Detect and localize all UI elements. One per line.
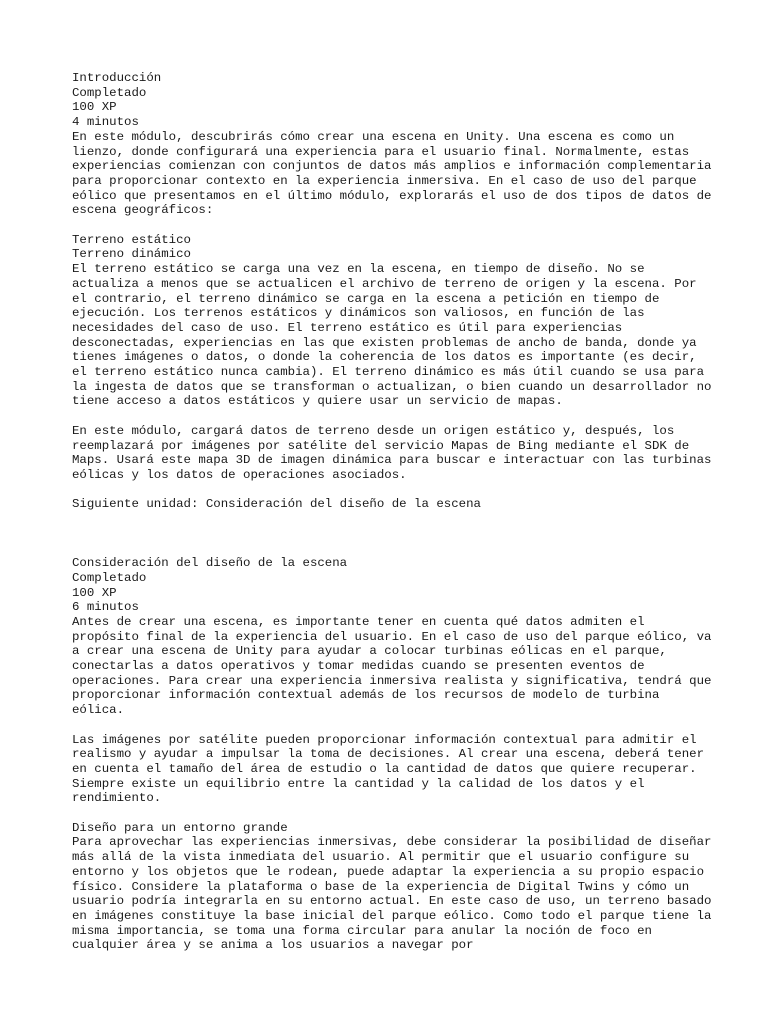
terrain-paragraph: El terreno estático se carga una vez en la escena, en tiempo de diseño. No se actualiza a menos que se actualicen el archivo de terreno de origen y la escena. Por el contrario, el terreno dinámico se carga en la escena a petición en tiempo de ejecución. Los terrenos estáticos y dinámicos son valiosos, en función de las necesidades del caso de uso. El terreno estático es útil para experiencias desconectadas, experiencias en las que existen problemas de ancho de banda, donde ya tienes imágenes o datos, o donde la coherencia de los datos es importante (es decir, el terreno estático nunca cambia). El terreno dinámico es más útil cuando se usa para la ingesta de datos que se transforman o actualizan, o bien cuando un desarrollador no tiene acceso a datos estáticos y quiere usar un servicio de mapas. [72,262,712,409]
xp-value: 100 XP [72,585,117,600]
next-unit-link[interactable]: Siguiente unidad: Consideración del diseño de la escena [72,497,481,512]
section-spacer [72,527,712,556]
subheading-large-environment: Diseño para un entorno grande [72,820,288,835]
design-paragraph-3: Para aprovechar las experiencias inmersivas, debe considerar la posibilidad de diseñar más allá de la vista inmediata del usuario. Al permitir que el usuario configure su entorno y los objetos que le rodean, puede adaptar la experiencia a su propio espacio físico. Considere la plataforma o base de la experiencia de Digital Twins y cómo un usuario podría integrarla en su entorno actual. En este caso de uso, un terreno basado en imágenes constituye la base inicial del parque eólico. Como todo el parque tiene la misma importancia, se toma una forma circular para anular la noción de foco en cualquier área y se anima a los usuarios a navegar por [72,835,712,953]
completion-status: Completado [72,85,147,100]
duration: 6 minutos [72,600,139,615]
duration: 4 minutos [72,115,139,130]
design-paragraph-2: Las imágenes por satélite pueden proporcionar información contextual para admitir el realismo y ayudar a impulsar la toma de decisiones. Al crear una escena, deberá tener en cuenta el tamaño del área de estudio o la cantidad de datos que quiere recuperar. Siempre existe un equilibrio entre la cantidad y la calidad de los datos y el rendimiento. [72,732,705,806]
list-item-static-terrain: Terreno estático [72,232,191,247]
design-paragraph-1: Antes de crear una escena, es importante tener en cuenta qué datos admiten el propósito final de la experiencia del usuario. En el caso de uso del parque eólico, va a crear una escena de Unity para ayudar a colocar turbinas eólicas en el parque, conectarlas a datos operativos y tomar medidas cuando se presenten eventos de operaciones. Para crear una experiencia inmersiva realista y significativa, tendrá que proporcionar información contextual además de los recursos de modelo de turbina eólica. [72,614,712,718]
section-title-diseno: Consideración del diseño de la escena [72,556,348,571]
list-item-dynamic-terrain: Terreno dinámico [72,247,191,262]
document-page [72,71,712,968]
intro-paragraph: En este módulo, descubrirás cómo crear una escena en Unity. Una escena es como un lienzo, donde configurará una experiencia para el usuario final. Normalmente, estas experiencias comienzan con conjuntos de datos más amplios e información complementaria para proporcionar contexto en la experiencia inmersiva. En el caso de uso del parque eólico que presentamos en el último módulo, explorarás el uso de dos tipos de datos de escena geográficos: [72,129,712,218]
completion-status: Completado [72,570,147,585]
section-title-introduccion: Introducción [72,71,162,85]
module-paragraph: En este módulo, cargará datos de terreno desde un origen estático y, después, los reemplazará por imágenes por satélite del servicio Mapas de Bing mediante el SDK de Maps. Usará este mapa 3D de imagen dinámica para buscar e interactuar con las turbinas eólicas y los datos de operaciones asociados. [72,423,712,482]
xp-value: 100 XP [72,100,117,115]
